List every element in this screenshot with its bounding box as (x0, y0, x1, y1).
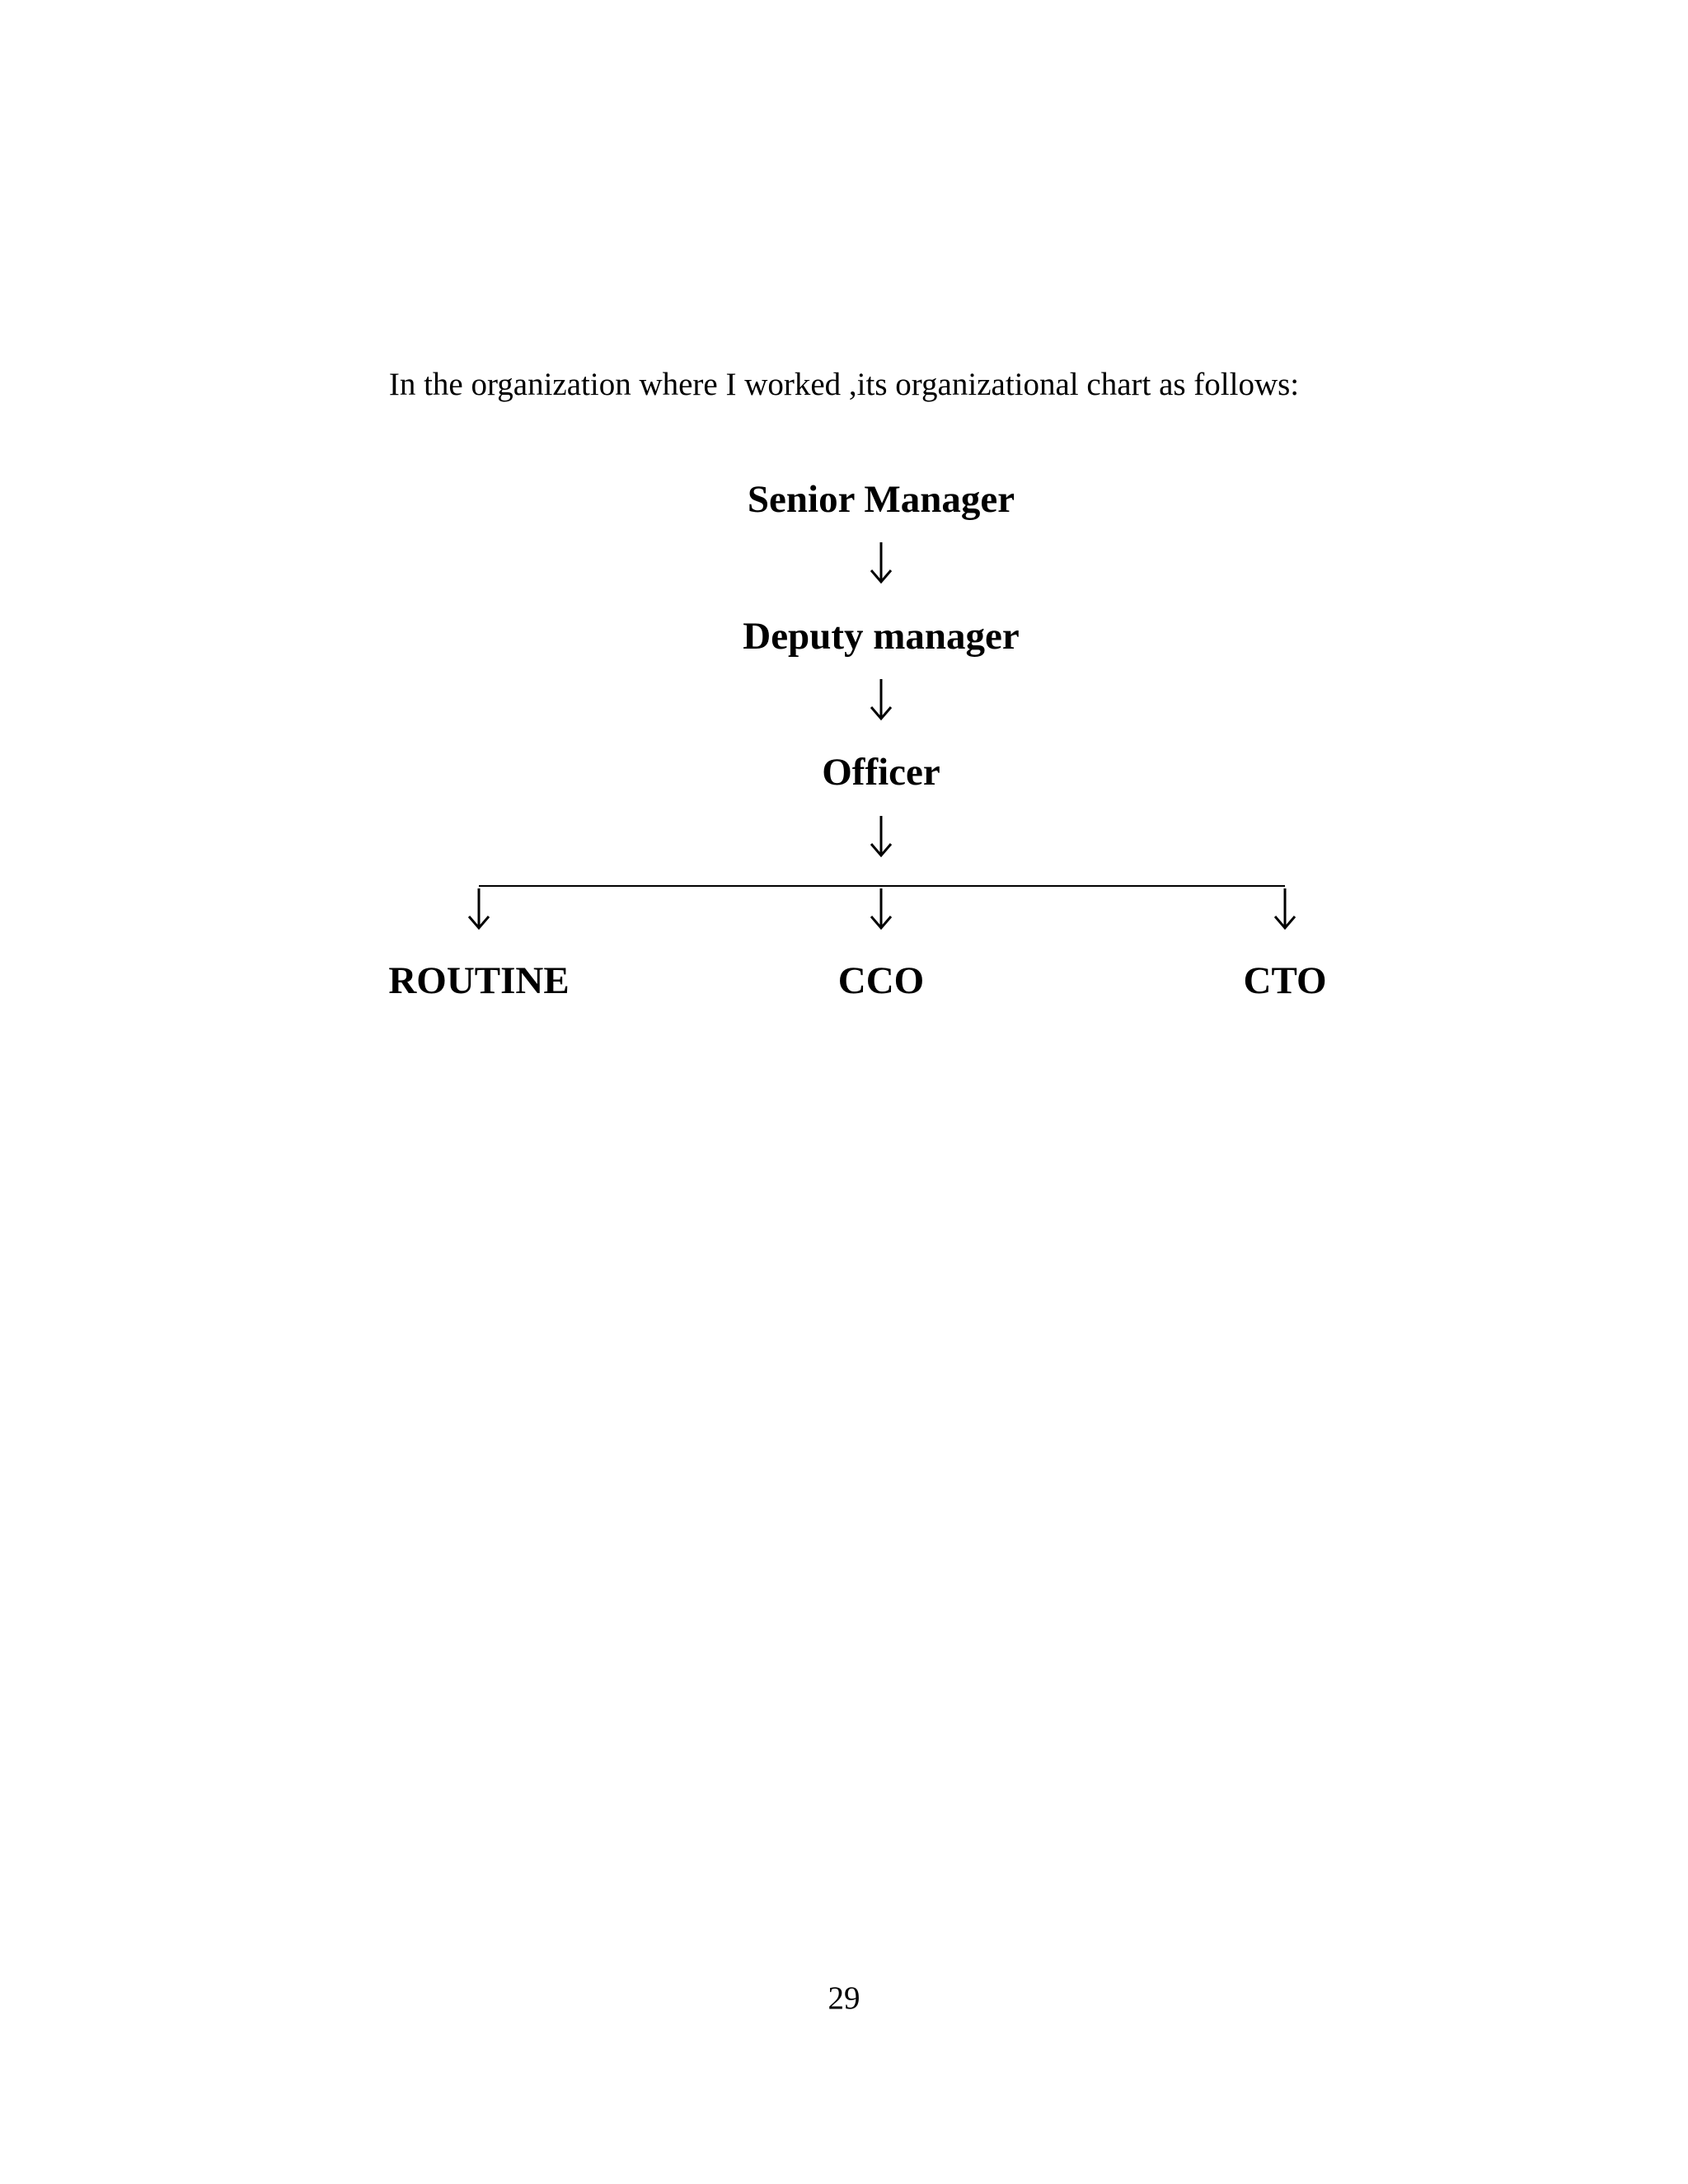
intro-text: In the organization where I worked ,its organizational chart as follows: (388, 367, 1300, 402)
node-cco: CCO (837, 959, 925, 1002)
node-senior-manager: Senior Manager (747, 478, 1015, 521)
down-arrow-icon (869, 887, 893, 931)
node-routine: ROUTINE (388, 959, 570, 1002)
down-arrow-icon (869, 541, 893, 585)
down-arrow-icon (1273, 887, 1297, 931)
down-arrow-icon (467, 887, 491, 931)
node-deputy-manager: Deputy manager (743, 615, 1020, 658)
page-number: 29 (828, 1980, 860, 2016)
node-cto: CTO (1243, 959, 1327, 1002)
down-arrow-icon (869, 814, 893, 859)
node-officer: Officer (822, 751, 940, 794)
down-arrow-icon (869, 677, 893, 722)
